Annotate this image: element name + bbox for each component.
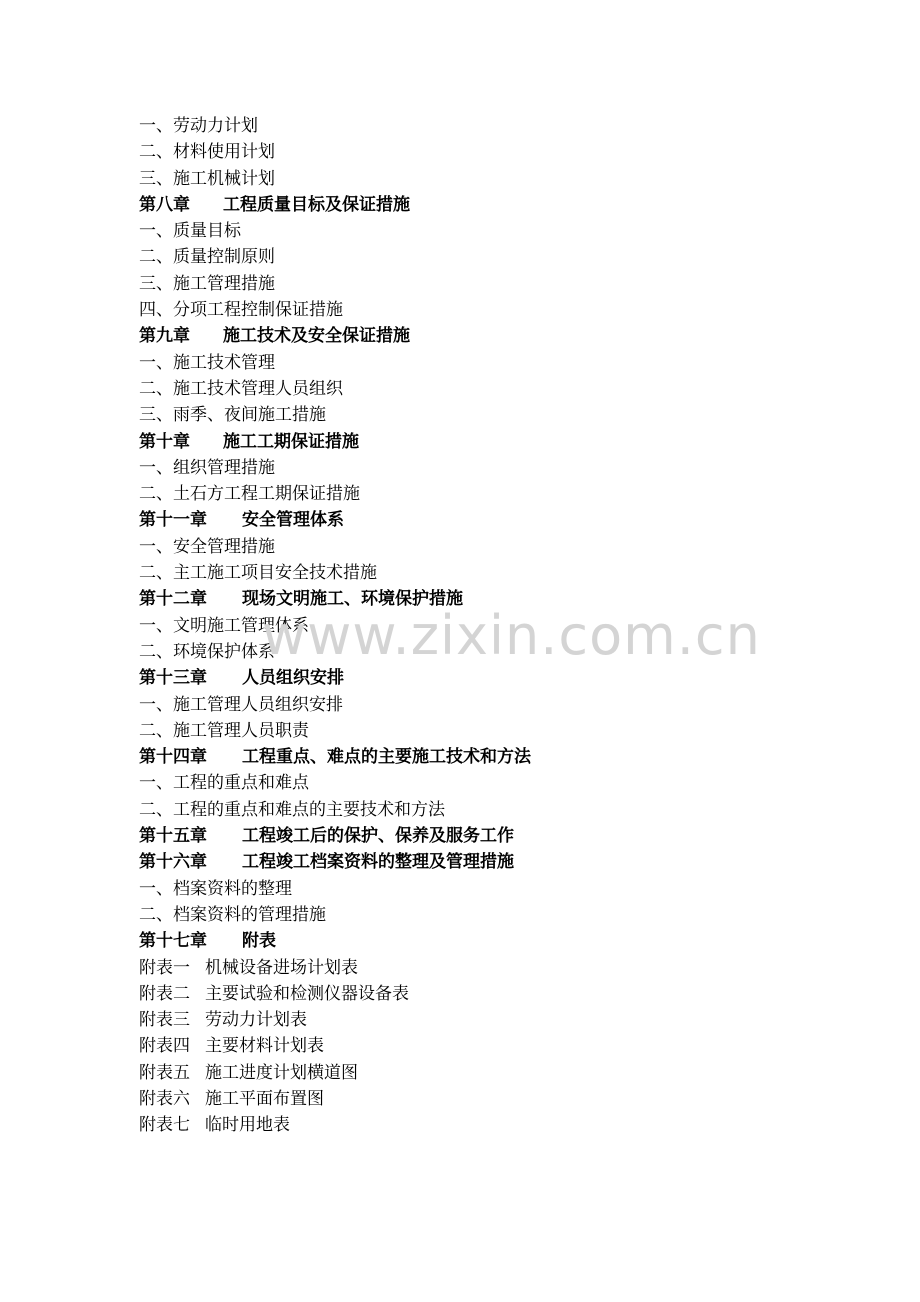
- appendix-label: 附表三: [139, 1010, 190, 1031]
- section-item: 二、材料使用计划: [139, 142, 275, 163]
- chapter-number: 第十二章: [139, 589, 207, 610]
- appendix-item: [139, 1060, 839, 1086]
- chapter-title: 人员组织安排: [242, 668, 344, 689]
- chapter-title: 施工工期保证措施: [223, 431, 359, 452]
- appendix-item: [139, 1007, 839, 1033]
- section-item: 三、雨季、夜间施工措施: [139, 405, 326, 426]
- section-item: 二、主工施工项目安全技术措施: [139, 563, 377, 584]
- appendix-label: 附表一: [139, 957, 190, 978]
- appendix-item: [139, 1033, 839, 1059]
- chapter-heading: [139, 928, 839, 954]
- section-item: 二、土石方工程工期保证措施: [139, 484, 360, 505]
- section-item: 二、环境保护体系: [139, 641, 275, 662]
- watermark: www.zixin.com.cn: [262, 604, 761, 667]
- section-item: 三、施工管理措施: [139, 273, 275, 294]
- chapter-number: 第十一章: [139, 510, 207, 531]
- chapter-heading: [139, 823, 839, 849]
- section-item: 一、文明施工管理体系: [139, 615, 309, 636]
- section-item: 二、工程的重点和难点的主要技术和方法: [139, 799, 445, 820]
- chapter-number: 第十五章: [139, 826, 207, 847]
- chapter-number: 第八章: [139, 194, 190, 215]
- section-item: 二、质量控制原则: [139, 247, 275, 268]
- appendix-title: 劳动力计划表: [205, 1010, 307, 1031]
- chapter-heading: [139, 507, 839, 533]
- chapter-title: 施工技术及安全保证措施: [223, 326, 410, 347]
- appendix-item: [139, 981, 839, 1007]
- section-item: 四、分项工程控制保证措施: [139, 300, 343, 321]
- appendix-title: 临时用地表: [205, 1115, 290, 1136]
- chapter-heading: [139, 429, 839, 455]
- chapter-heading: [139, 192, 839, 218]
- chapter-number: 第十三章: [139, 668, 207, 689]
- appendix-item: [139, 1112, 839, 1138]
- chapter-number: 第十四章: [139, 747, 207, 768]
- chapter-heading: [139, 665, 839, 691]
- appendix-title: 机械设备进场计划表: [205, 957, 358, 978]
- section-item: 一、劳动力计划: [139, 116, 258, 136]
- chapter-number: 第十章: [139, 431, 190, 452]
- appendix-label: 附表四: [139, 1036, 190, 1057]
- chapter-title: 安全管理体系: [242, 510, 344, 531]
- appendix-title: 施工平面布置图: [205, 1088, 324, 1109]
- chapter-heading: [139, 744, 839, 770]
- appendix-title: 主要材料计划表: [205, 1036, 324, 1057]
- chapter-title: 工程重点、难点的主要施工技术和方法: [242, 747, 531, 768]
- section-item: 一、安全管理措施: [139, 536, 275, 557]
- section-item: 一、工程的重点和难点: [139, 773, 309, 794]
- chapter-title: 现场文明施工、环境保护措施: [242, 589, 463, 610]
- appendix-title: 施工进度计划横道图: [205, 1062, 358, 1083]
- appendix-title: 主要试验和检测仪器设备表: [205, 983, 409, 1004]
- appendix-label: 附表七: [139, 1115, 190, 1136]
- chapter-title: 工程竣工后的保护、保养及服务工作: [242, 826, 514, 847]
- chapter-title: 工程竣工档案资料的整理及管理措施: [242, 852, 514, 873]
- section-item: 一、施工技术管理: [139, 352, 275, 373]
- appendix-item: [139, 1086, 839, 1112]
- appendix-label: 附表五: [139, 1062, 190, 1083]
- section-item: 一、档案资料的整理: [139, 878, 292, 899]
- section-item: 一、质量目标: [139, 221, 241, 242]
- section-item: 三、施工机械计划: [139, 168, 275, 189]
- section-item: 二、档案资料的管理措施: [139, 904, 326, 925]
- section-item: 二、施工技术管理人员组织: [139, 378, 343, 399]
- section-item: 一、组织管理措施: [139, 457, 275, 478]
- appendix-label: 附表六: [139, 1088, 190, 1109]
- chapter-number: 第十七章: [139, 931, 207, 952]
- chapter-heading: [139, 323, 839, 349]
- chapter-heading: [139, 849, 839, 875]
- chapter-title: 工程质量目标及保证措施: [223, 194, 410, 215]
- chapter-title: 附表: [242, 931, 276, 952]
- section-item: 二、施工管理人员职责: [139, 720, 309, 741]
- section-item: 一、施工管理人员组织安排: [139, 694, 343, 715]
- chapter-number: 第九章: [139, 326, 190, 347]
- appendix-label: 附表二: [139, 983, 190, 1004]
- chapter-number: 第十六章: [139, 852, 207, 873]
- appendix-item: [139, 955, 839, 981]
